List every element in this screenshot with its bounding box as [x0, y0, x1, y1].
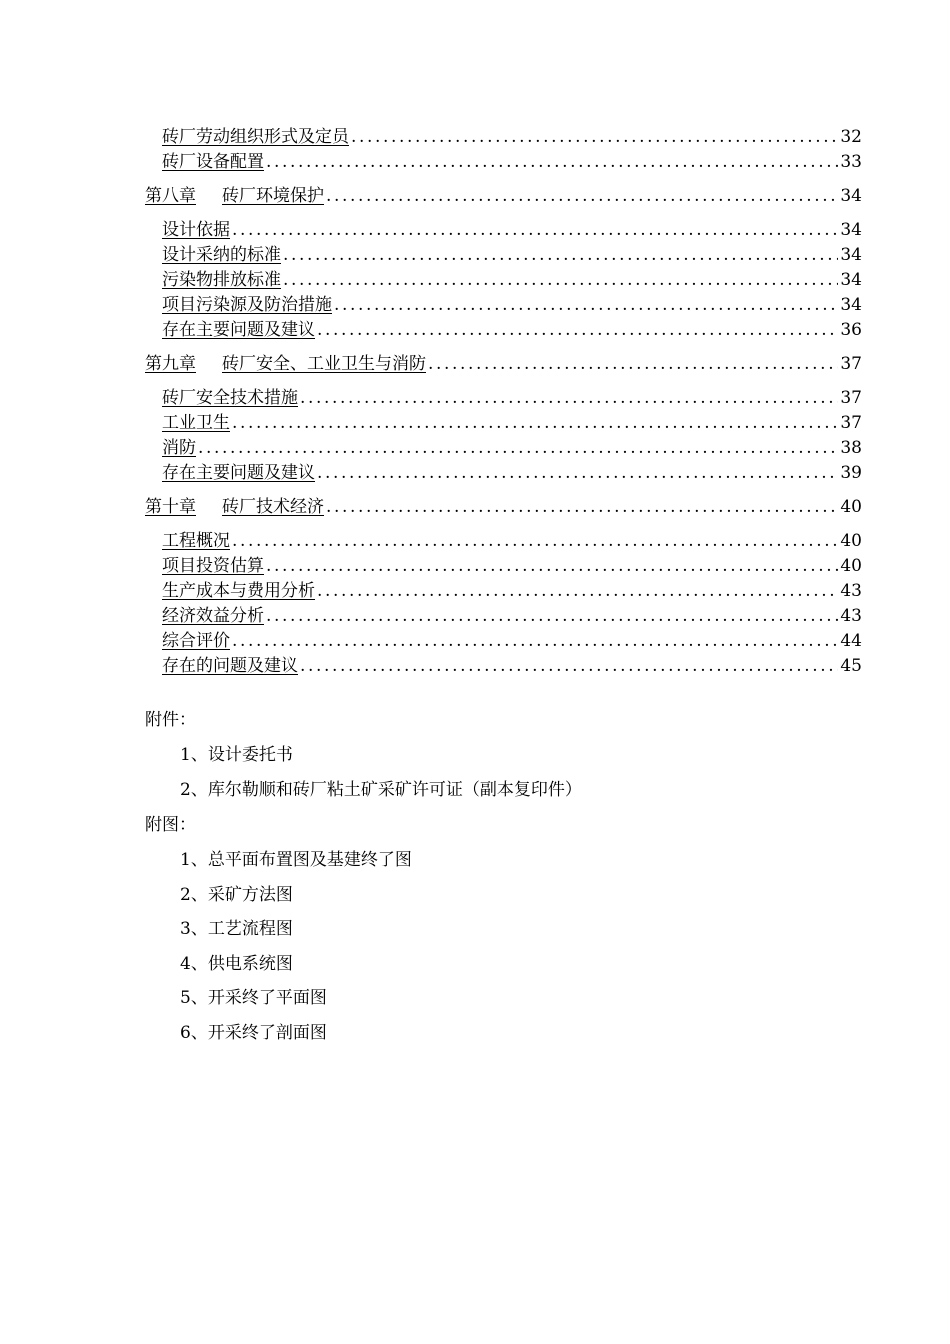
toc-entry[interactable]	[145, 529, 862, 554]
dot-leader	[266, 554, 838, 579]
figure-text: 工艺流程图	[207, 919, 293, 939]
toc-entry[interactable]	[145, 461, 862, 486]
dot-leader	[351, 125, 838, 150]
toc-page-number: 39	[840, 463, 862, 483]
toc-entry[interactable]	[145, 579, 862, 604]
toc-page-number: 34	[840, 245, 862, 265]
dot-leader	[428, 352, 838, 377]
chapter-name: 砖厂安全、工业卫生与消防	[222, 354, 426, 374]
toc-entry-title: 存在的问题及建议	[162, 656, 298, 676]
toc-entry[interactable]	[145, 125, 862, 150]
toc-chapter-entry[interactable]	[145, 184, 862, 209]
attachment-item	[180, 775, 582, 800]
toc-page-number: 45	[840, 656, 862, 676]
dot-leader	[283, 243, 838, 268]
figure-item	[180, 983, 327, 1008]
toc-entry[interactable]	[145, 293, 862, 318]
attachment-text: 库尔勒顺和砖厂粘土矿采矿许可证（副本复印件）	[207, 780, 582, 800]
dot-leader	[326, 184, 838, 209]
attachments-heading: 附件：	[145, 710, 196, 730]
toc-page-number: 34	[840, 220, 862, 240]
figure-item	[180, 949, 293, 974]
toc-page-number: 32	[840, 127, 862, 147]
toc-chapter-title	[145, 352, 426, 377]
toc-page-number: 40	[840, 531, 862, 551]
figure-item	[180, 845, 412, 870]
toc-entry-title: 污染物排放标准	[162, 270, 281, 290]
figure-number: 1、	[180, 850, 208, 870]
dot-leader	[300, 654, 838, 679]
toc-entry[interactable]	[145, 243, 862, 268]
dot-leader	[198, 436, 838, 461]
toc-entry[interactable]	[145, 150, 862, 175]
toc-chapter-entry[interactable]	[145, 495, 862, 520]
toc-entry[interactable]	[145, 268, 862, 293]
figure-number: 2、	[180, 885, 208, 905]
toc-page-number: 37	[840, 413, 862, 433]
toc-entry-title: 砖厂设备配置	[162, 152, 264, 172]
figure-number: 3、	[180, 919, 208, 939]
toc-entry-title: 项目投资估算	[162, 556, 264, 576]
figure-item	[180, 1018, 327, 1043]
toc-page-number: 34	[840, 295, 862, 315]
dot-leader	[283, 268, 838, 293]
dot-leader	[232, 218, 838, 243]
toc-entry[interactable]	[145, 654, 862, 679]
chapter-name: 砖厂环境保护	[222, 186, 324, 206]
dot-leader	[334, 293, 838, 318]
toc-page-number: 40	[840, 556, 862, 576]
figure-item	[180, 914, 293, 939]
toc-page-number: 37	[840, 388, 862, 408]
toc-page-number: 36	[840, 320, 862, 340]
dot-leader	[317, 579, 838, 604]
attachment-number: 1、	[180, 745, 208, 765]
toc-page-number: 38	[840, 438, 862, 458]
figure-number: 5、	[180, 988, 208, 1008]
dot-leader	[317, 318, 838, 343]
toc-page-number: 43	[840, 581, 862, 601]
toc-entry-title: 工业卫生	[162, 413, 230, 433]
toc-entry-title: 经济效益分析	[162, 606, 264, 626]
attachment-text: 设计委托书	[207, 745, 293, 765]
toc-entry-title: 综合评价	[162, 631, 230, 651]
toc-entry[interactable]	[145, 218, 862, 243]
toc-entry-title: 砖厂安全技术措施	[162, 388, 298, 408]
chapter-number: 第八章	[145, 186, 196, 206]
toc-page-number: 40	[840, 497, 862, 517]
toc-page-number: 44	[840, 631, 862, 651]
toc-page-number: 34	[840, 270, 862, 290]
figure-item	[180, 880, 293, 905]
toc-entry-title: 砖厂劳动组织形式及定员	[162, 127, 349, 147]
figure-number: 6、	[180, 1023, 208, 1043]
chapter-number: 第十章	[145, 497, 196, 517]
toc-entry-title: 项目污染源及防治措施	[162, 295, 332, 315]
dot-leader	[232, 529, 838, 554]
toc-entry-title: 设计依据	[162, 220, 230, 240]
figure-text: 开采终了剖面图	[207, 1023, 327, 1043]
attachment-item	[180, 740, 293, 765]
toc-page-number: 43	[840, 606, 862, 626]
toc-entry-title: 存在主要问题及建议	[162, 320, 315, 340]
toc-entry[interactable]	[145, 629, 862, 654]
dot-leader	[266, 150, 838, 175]
toc-chapter-title	[145, 184, 324, 209]
dot-leader	[317, 461, 838, 486]
figure-text: 总平面布置图及基建终了图	[207, 850, 412, 870]
toc-chapter-entry[interactable]	[145, 352, 862, 377]
toc-entry[interactable]	[145, 318, 862, 343]
dot-leader	[232, 629, 838, 654]
toc-page-number: 37	[840, 354, 862, 374]
toc-page-number: 34	[840, 186, 862, 206]
figure-text: 采矿方法图	[207, 885, 293, 905]
toc-entry-title: 工程概况	[162, 531, 230, 551]
toc-entry-title: 存在主要问题及建议	[162, 463, 315, 483]
dot-leader	[300, 386, 838, 411]
dot-leader	[266, 604, 838, 629]
toc-entry[interactable]	[145, 411, 862, 436]
toc-entry-title: 设计采纳的标准	[162, 245, 281, 265]
chapter-name: 砖厂技术经济	[222, 497, 324, 517]
figure-text: 供电系统图	[207, 954, 293, 974]
toc-entry[interactable]	[145, 436, 862, 461]
toc-entry-title: 生产成本与费用分析	[162, 581, 315, 601]
toc-entry[interactable]	[145, 554, 862, 579]
figures-heading: 附图：	[145, 815, 196, 835]
toc-entry[interactable]	[145, 386, 862, 411]
toc-entry-title: 消防	[162, 438, 196, 458]
toc-chapter-title	[145, 495, 324, 520]
dot-leader	[326, 495, 838, 520]
figure-text: 开采终了平面图	[207, 988, 327, 1008]
attachment-number: 2、	[180, 780, 208, 800]
chapter-number: 第九章	[145, 354, 196, 374]
dot-leader	[232, 411, 838, 436]
table-of-contents	[145, 125, 862, 679]
toc-page-number: 33	[840, 152, 862, 172]
toc-entry[interactable]	[145, 604, 862, 629]
figure-number: 4、	[180, 954, 208, 974]
